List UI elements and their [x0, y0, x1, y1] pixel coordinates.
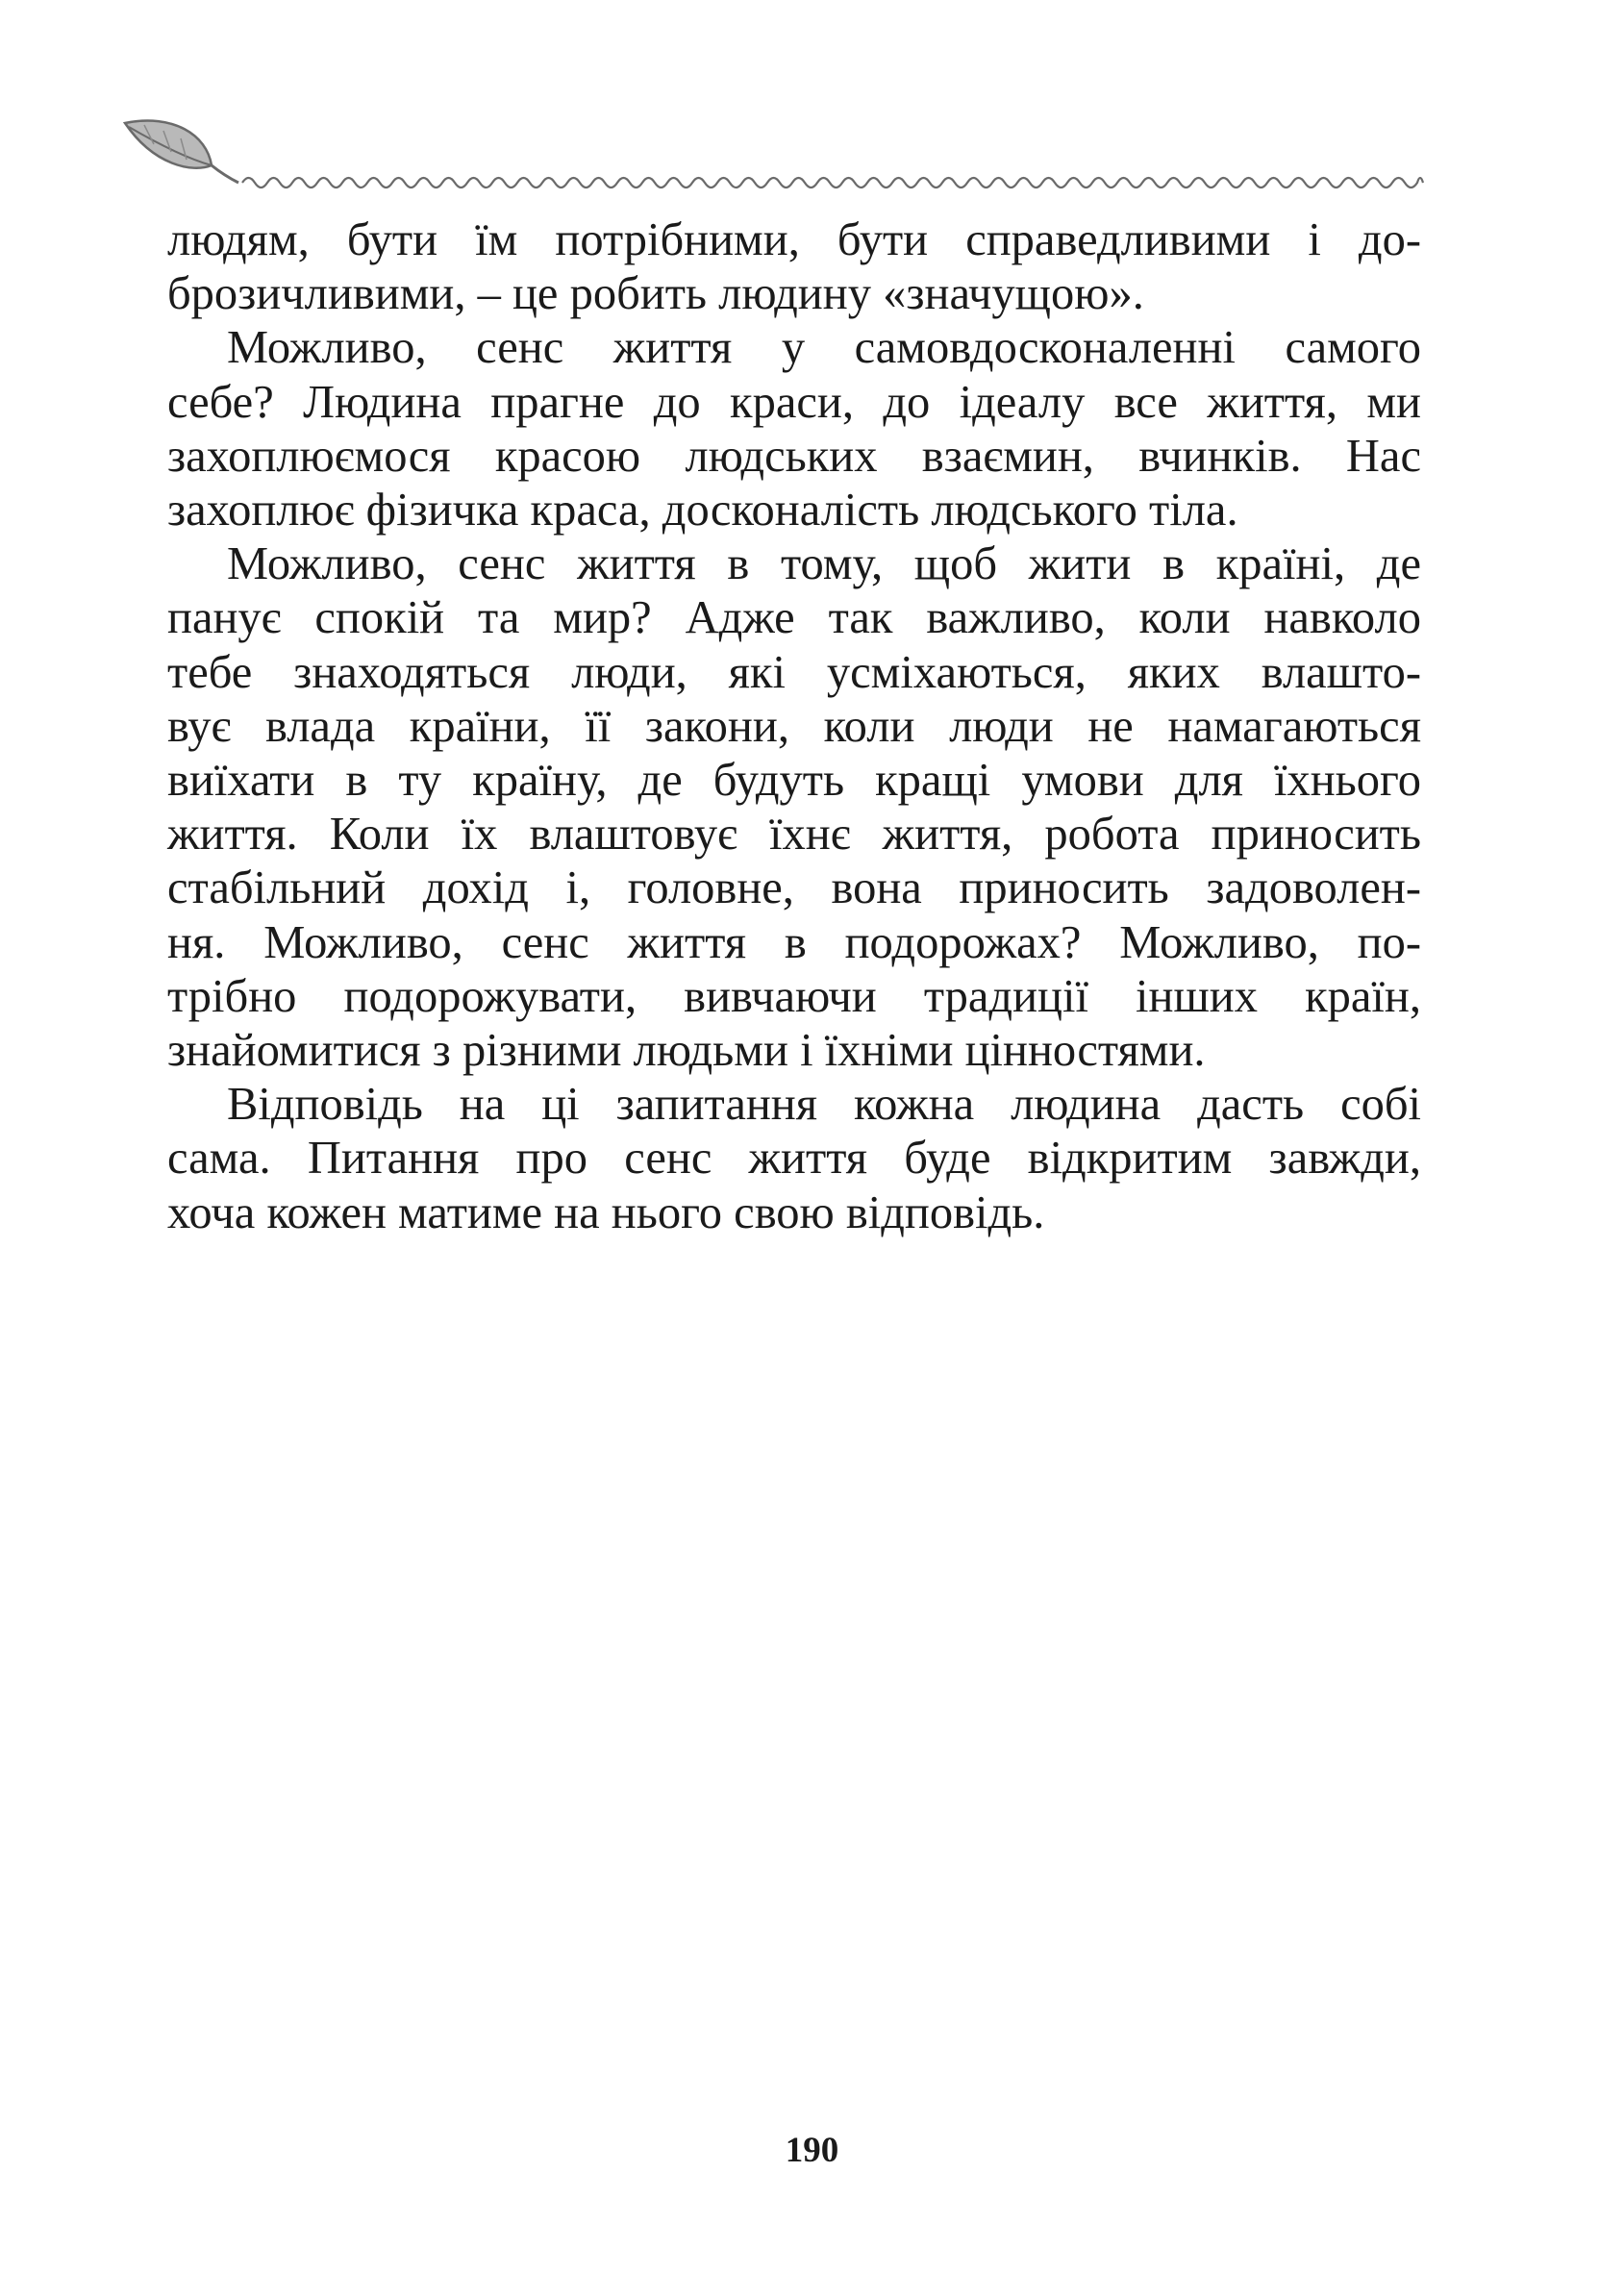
feather-quill-icon	[125, 121, 238, 183]
text-line: стабільний дохід і, головне, вона приносить задоволен-	[167, 862, 1421, 914]
text-line: тебе знаходяться люди, які усміхаються, яких влашто-	[167, 646, 1421, 698]
paragraph	[167, 321, 1421, 537]
text-line: сама. Питання про сенс життя буде відкритим завжди,	[167, 1133, 1421, 1185]
paragraph	[167, 537, 1421, 1078]
body-text	[167, 213, 1421, 1240]
text-line: брозичливими, – це робить людину «значущою».	[167, 268, 1144, 320]
page-number: 190	[785, 2131, 839, 2170]
text-line: Можливо, сенс життя у самовдосконаленні самого	[227, 322, 1421, 374]
text-line: трібно подорожувати, вивчаючи традиції інших країн,	[167, 970, 1421, 1022]
text-line: життя. Коли їх влаштовує їхнє життя, робота приносить	[167, 809, 1421, 861]
text-line: Відповідь на ці запитання кожна людина дасть собі	[227, 1079, 1421, 1131]
paragraph	[167, 213, 1421, 321]
text-line: панує спокій та мир? Адже так важливо, коли навколо	[167, 592, 1421, 644]
text-line: людям, бути їм потрібними, бути справедливими і до-	[167, 214, 1421, 265]
header-ornament-graphic	[115, 106, 1442, 202]
text-line: знайомитися з різними людьми і їхніми цінностями.	[167, 1025, 1206, 1077]
text-line: вує влада країни, її закони, коли люди не намагаються	[167, 700, 1421, 752]
wavy-line-divider	[242, 178, 1423, 187]
text-line: захоплюємося красою людських взаємин, вчинків. Нас	[167, 430, 1421, 482]
text-line: виїхати в ту країну, де будуть кращі умови для їхнього	[167, 755, 1421, 807]
text-line: ня. Можливо, сенс життя в подорожах? Можливо, по-	[167, 916, 1421, 968]
text-line: хоча кожен матиме на нього свою відповідь.	[167, 1186, 1045, 1238]
header-ornament	[115, 106, 1442, 202]
text-line: себе? Людина прагне до краси, до ідеалу все життя, ми	[167, 376, 1421, 428]
text-line: Можливо, сенс життя в тому, щоб жити в країні, де	[227, 538, 1421, 590]
paragraph	[167, 1078, 1421, 1240]
text-line: захоплює фізичка краса, досконалість людського тіла.	[167, 485, 1238, 537]
